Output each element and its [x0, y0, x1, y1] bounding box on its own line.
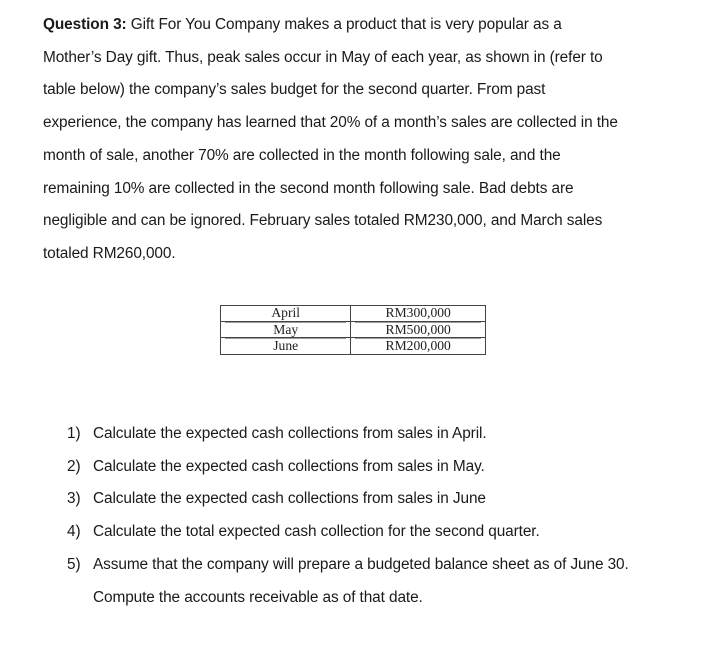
- question-text-line-1: Gift For You Company makes a product that is very popular as a: [126, 16, 562, 33]
- task-text: Calculate the expected cash collections from sales in May.: [93, 457, 485, 475]
- list-item: [67, 516, 677, 549]
- question-paragraph: [43, 9, 683, 271]
- question-label: Question 3:: [43, 16, 127, 33]
- question-line-1: [43, 9, 683, 42]
- question-line-6: remaining 10% are collected in the second month following sale. Bad debts are: [43, 179, 574, 197]
- month-label: April: [271, 305, 301, 320]
- amount-value: RM500,000: [355, 322, 481, 338]
- task-text: Calculate the total expected cash collection for the second quarter.: [93, 523, 540, 541]
- task-number: 2): [67, 457, 81, 475]
- table-row: [221, 321, 486, 338]
- month-label: May: [225, 322, 346, 338]
- question-line-7: negligible and can be ignored. February sales totaled RM230,000, and March sales: [43, 212, 603, 230]
- sales-budget-table: [220, 305, 486, 355]
- question-line-3: table below) the company’s sales budget for the second quarter. From past: [43, 81, 546, 99]
- question-line-8: totaled RM260,000.: [43, 244, 176, 262]
- task-number: 1): [67, 425, 81, 442]
- question-line-4: experience, the company has learned that 20% of a month’s sales are collected in the: [43, 114, 618, 132]
- amount-cell: [351, 338, 486, 355]
- month-cell: [221, 321, 351, 338]
- task-number: 5): [67, 555, 81, 573]
- amount-cell: [351, 321, 486, 338]
- task-text: Calculate the expected cash collections from sales in April.: [93, 425, 487, 442]
- month-cell: [221, 306, 351, 322]
- task-number: 4): [67, 523, 81, 541]
- list-item: [67, 483, 677, 516]
- list-item: [67, 418, 677, 451]
- amount-value: RM300,000: [385, 305, 451, 320]
- amount-value: RM200,000: [355, 338, 481, 354]
- task-text: Calculate the expected cash collections from sales in June: [93, 490, 486, 508]
- amount-cell: [351, 306, 486, 322]
- list-item: [67, 451, 677, 484]
- question-line-2: Mother’s Day gift. Thus, peak sales occur in May of each year, as shown in (refer to: [43, 48, 603, 66]
- task-number: 3): [67, 490, 81, 508]
- table-row: [221, 338, 486, 355]
- month-label: June: [225, 338, 346, 354]
- task-list: [67, 418, 677, 614]
- month-cell: [221, 338, 351, 355]
- question-line-5: month of sale, another 70% are collected in the month following sale, and the: [43, 146, 561, 164]
- list-item: [67, 549, 677, 614]
- table-row: [221, 306, 486, 322]
- task-text: Assume that the company will prepare a budgeted balance sheet as of June 30. Compute the accounts receivable as of that date.: [93, 555, 629, 606]
